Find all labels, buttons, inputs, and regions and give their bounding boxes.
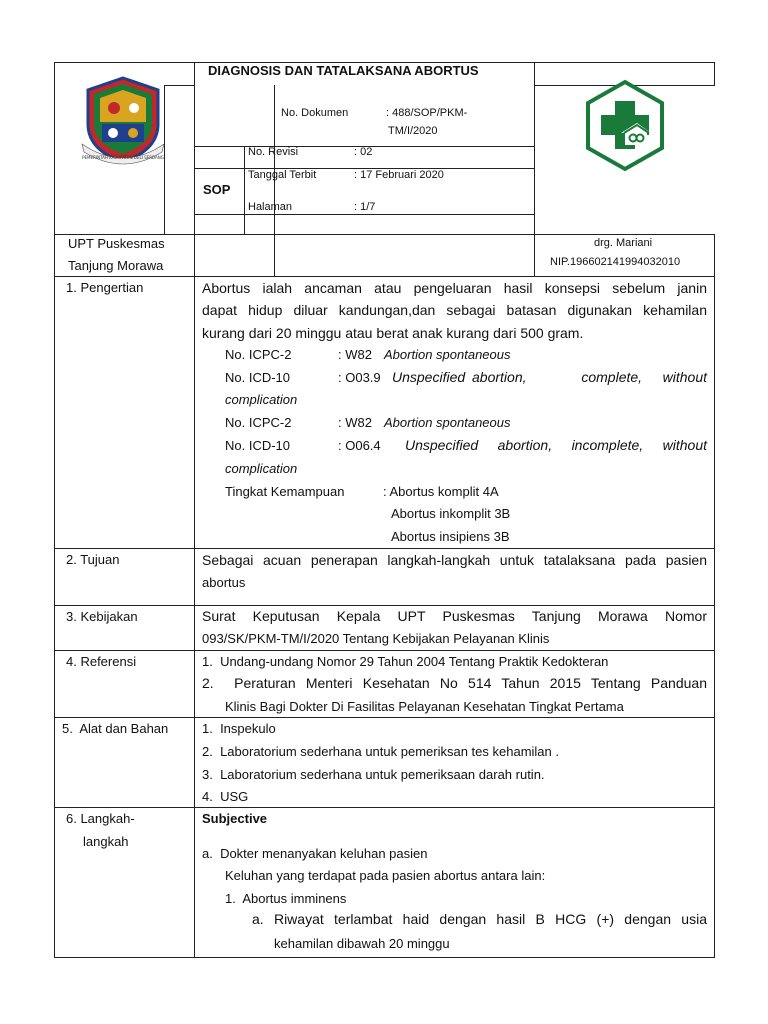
rule	[164, 85, 194, 86]
list-item: 2. Laboratorium sederhana untuk pemeriksan tes kehamilan .	[202, 744, 559, 759]
rule	[54, 650, 714, 651]
list-item: 1. Undang-undang Nomor 29 Tahun 2004 Tentang Praktik Kedokteran	[202, 654, 609, 669]
rule	[54, 807, 714, 808]
code-description: Abortion spontaneous	[384, 415, 511, 430]
list-item: 4. USG	[202, 789, 249, 804]
list-item: 1. Abortus imminens	[225, 891, 347, 906]
list-item: 3. Laboratorium sederhana untuk pemeriksaan darah rutin.	[202, 767, 545, 782]
rule	[54, 234, 164, 235]
section-label: 2. Tujuan	[66, 552, 120, 567]
rule	[54, 62, 55, 958]
paragraph-line: Abortus ialah ancaman atau pengeluaran hasil konsepsi sebelum janin	[202, 280, 707, 296]
kemampuan-value: Abortus inkomplit 3B	[391, 506, 511, 521]
code-label: No. ICD-10	[225, 438, 291, 453]
code-value: : O03.9	[338, 370, 381, 385]
rule	[194, 62, 195, 958]
paragraph-line: 093/SK/PKM-TM/I/2020 Tentang Kebijakan Pelayanan Klinis	[202, 631, 550, 646]
section-label: 3. Kebijakan	[66, 609, 138, 624]
paragraph-line: abortus	[202, 575, 246, 590]
code-description: Unspecified abortion, incomplete, without	[405, 437, 707, 453]
section-label: langkah	[83, 834, 129, 849]
code-label: No. ICPC-2	[225, 347, 292, 362]
rule	[194, 214, 534, 215]
code-value: : W82	[338, 347, 372, 362]
no-dokumen-label: No. Dokumen	[281, 107, 349, 119]
code-description: Abortion spontaneous	[384, 347, 511, 362]
section-label: 6. Langkah-	[66, 811, 135, 826]
signer-name: drg. Mariani	[594, 237, 653, 249]
kemampuan-label: Tingkat Kemampuan	[225, 484, 345, 499]
rule	[244, 146, 245, 234]
list-item: Klinis Bagi Dokter Di Fasilitas Pelayanan Kesehatan Tingkat Pertama	[225, 699, 624, 714]
list-item: 2. Peraturan Menteri Kesehatan No 514 Tahun 2015 Tentang Panduan	[202, 675, 707, 691]
paragraph-line: Surat Keputusan Kepala UPT Puskesmas Tanjung Morawa Nomor	[202, 608, 707, 624]
code-description: Unspecified abortion, complete, without	[392, 369, 707, 385]
no-revisi-value: : 02	[354, 146, 373, 158]
rule	[714, 234, 715, 958]
no-dokumen-value-2: TM/I/2020	[388, 125, 438, 137]
paragraph-line: Sebagai acuan penerapan langkah-langkah untuk tatalaksana pada pasien	[202, 552, 707, 568]
regency-emblem-logo	[78, 74, 168, 166]
rule	[274, 234, 275, 276]
sop-label: SOP	[203, 182, 231, 197]
code-description: complication	[225, 392, 298, 407]
puskesmas-logo	[585, 79, 665, 172]
rule	[534, 234, 714, 235]
kemampuan-value: : Abortus komplit 4A	[383, 484, 499, 499]
code-value: : O06.4	[338, 438, 381, 453]
svg-text:PEMERINTAH KABUPATEN DELI SERD: PEMERINTAH KABUPATEN DELI SERDANG	[82, 155, 164, 160]
code-description: complication	[225, 461, 298, 476]
halaman-value: : 1/7	[354, 201, 376, 213]
organization-name: UPT Puskesmas	[68, 236, 165, 251]
section-label: 5. Alat dan Bahan	[62, 721, 169, 736]
code-value: : W82	[338, 415, 372, 430]
tanggal-terbit-label: Tanggal Terbit	[248, 169, 317, 181]
halaman-label: Halaman	[248, 201, 293, 213]
document-title: DIAGNOSIS DAN TATALAKSANA ABORTUS	[208, 63, 479, 78]
subheading: Subjective	[202, 811, 268, 826]
paragraph-line: Keluhan yang terdapat pada pasien abortus antara lain:	[225, 868, 546, 883]
no-revisi-label: No. Revisi	[248, 146, 299, 158]
rule	[714, 62, 715, 86]
list-item: a. Riwayat terlambat haid dengan hasil B HCG (+) dengan usia	[252, 911, 707, 927]
rule	[54, 957, 715, 958]
paragraph-line: dapat hidup diluar kandungan,dan sebagai batasan digunakan kehamilan	[202, 302, 707, 318]
organization-location: Tanjung Morawa	[68, 258, 164, 273]
tanggal-terbit-value: : 17 Februari 2020	[354, 169, 444, 181]
no-dokumen-value: : 488/SOP/PKM-	[386, 107, 468, 119]
paragraph-line: kurang dari 20 minggu atau berat anak kurang dari 500 gram.	[202, 325, 584, 341]
rule	[54, 717, 714, 718]
rule	[164, 234, 534, 235]
signer-nip: NIP.196602141994032010	[550, 256, 681, 268]
list-item: kehamilan dibawah 20 minggu	[274, 936, 450, 951]
kemampuan-value: Abortus insipiens 3B	[391, 529, 510, 544]
code-label: No. ICPC-2	[225, 415, 292, 430]
code-label: No. ICD-10	[225, 370, 291, 385]
rule	[534, 62, 535, 276]
list-item: a. Dokter menanyakan keluhan pasien	[202, 846, 428, 861]
section-label: 1. Pengertian	[66, 280, 144, 295]
section-label: 4. Referensi	[66, 654, 137, 669]
list-item: 1. Inspekulo	[202, 721, 276, 736]
